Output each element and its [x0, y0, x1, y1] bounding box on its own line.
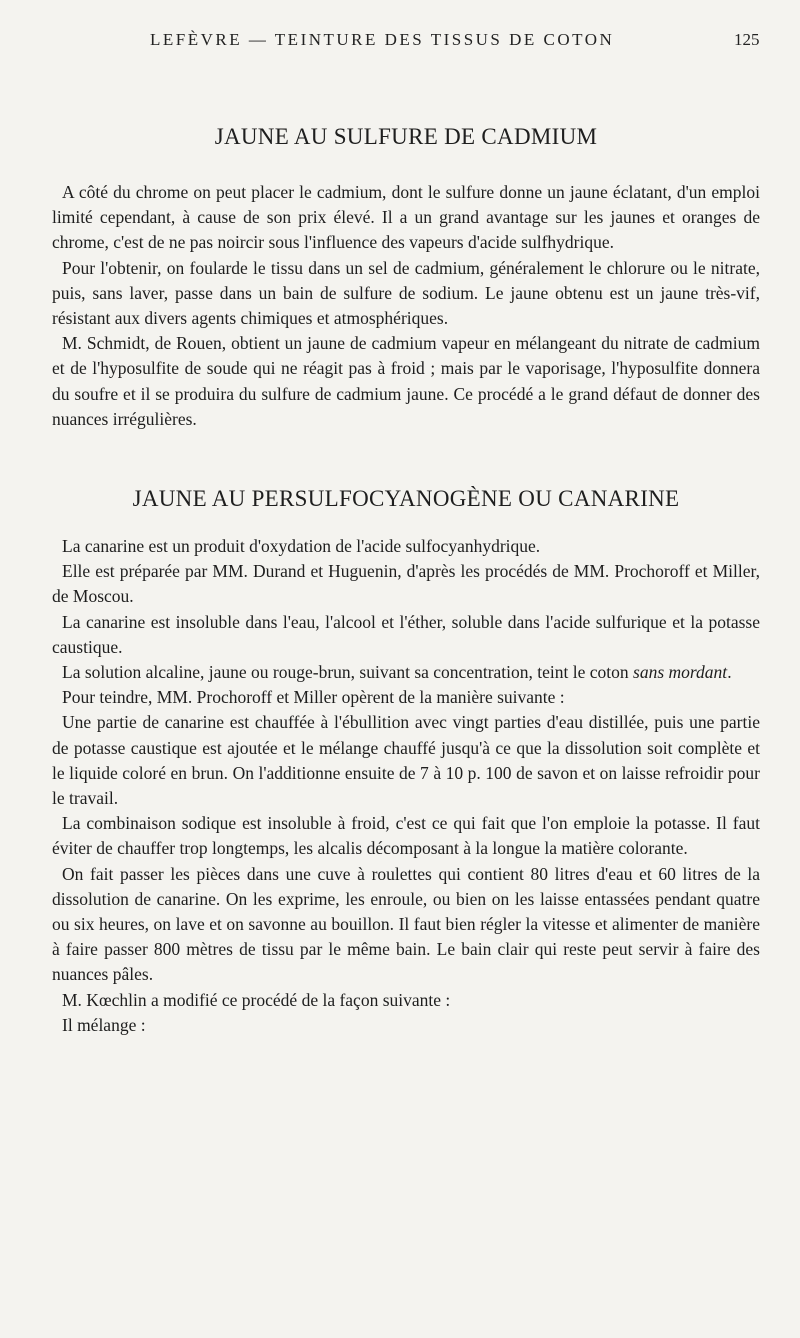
paragraph-text: La solution alcaline, jaune ou rouge-brun, suivant sa concentration, teint le coton	[62, 662, 629, 683]
paragraph: La canarine est insoluble dans l'eau, l'alcool et l'éther, soluble dans l'acide sulfurique et la potasse caustique.	[52, 611, 760, 657]
paragraph: La canarine est un produit d'oxydation de l'acide sulfocyanhydrique.	[62, 536, 541, 557]
section-title-cadmium: JAUNE AU SULFURE DE CADMIUM	[214, 124, 598, 149]
paragraph: Il mélange :	[62, 1014, 146, 1035]
paragraph: On fait passer les pièces dans une cuve à roulettes qui contient 80 litres d'eau et 60 litres de la dissolution de canarine. On les exprime, les enroule, ou bien on les laisse entassées pendant quatre ou six heures, on lave et on savonne au bouillon. Il faut bien régler la vitesse et alimenter de manière à faire passer 800 mètres de tissu par le même bain. Le bain clair qui reste peut servir à faire des nuances pâles.	[52, 863, 760, 985]
paragraph: Pour l'obtenir, on foularde le tissu dans un sel de cadmium, généralement le chlorure ou le nitrate, puis, sans laver, passe dans un bain de sulfure de sodium. Le jaune obtenu est un jaune très-vif, résistant aux divers agents chimiques et atmosphériques.	[52, 257, 760, 329]
page-header	[0, 30, 800, 56]
paragraph: La combinaison sodique est insoluble à froid, c'est ce qui fait que l'on emploie la potasse. Il faut éviter de chauffer trop longtemps, les alcalis décomposant à la longue la matière colorante.	[52, 813, 760, 859]
paragraph: Pour teindre, MM. Prochoroff et Miller opèrent de la manière suivante :	[62, 687, 565, 708]
section-title-canarine: JAUNE AU PERSULFOCYANOGÈNE OU CANARINE	[132, 486, 680, 512]
paragraph: Une partie de canarine est chauffée à l'ébullition avec vingt parties d'eau distillée, puis une partie de potasse caustique est ajoutée et le mélange chauffé jusqu'à ce que la dissolution soit complète et le liquide coloré en brun. On l'additionne ensuite de 7 à 10 p. 100 de savon et on laisse refroidir pour le travail.	[52, 712, 760, 809]
running-head: LEFÈVRE — TEINTURE DES TISSUS DE COTON	[150, 30, 615, 49]
paragraph-end: .	[727, 662, 732, 683]
page-number: 125	[734, 30, 760, 49]
paragraph-alkaline	[52, 660, 760, 685]
page-content	[52, 122, 760, 1038]
paragraph: A côté du chrome on peut placer le cadmium, dont le sulfure donne un jaune éclatant, d'un emploi limité cependant, à cause de son prix élevé. Il a un grand avantage sur les jaunes et oranges de chrome, c'est de ne pas noircir sous l'influence des vapeurs d'acide sulfhydrique.	[52, 182, 760, 253]
paragraph: M. Kœchlin a modifié ce procédé de la façon suivante :	[62, 989, 451, 1010]
paragraph: M. Schmidt, de Rouen, obtient un jaune de cadmium vapeur en mélangeant du nitrate de cadmium et de l'hyposulfite de soude qui ne réagit pas à froid ; mais par le vaporisage, l'hyposulfite donnera du soufre et il se produira du sulfure de cadmium jaune. Ce procédé a le grand défaut de donner des nuances irrégulières.	[52, 333, 760, 429]
italic-phrase: sans mordant	[633, 662, 728, 683]
paragraph: Elle est préparée par MM. Durand et Huguenin, d'après les procédés de MM. Prochoroff et Miller, de Moscou.	[52, 561, 760, 607]
